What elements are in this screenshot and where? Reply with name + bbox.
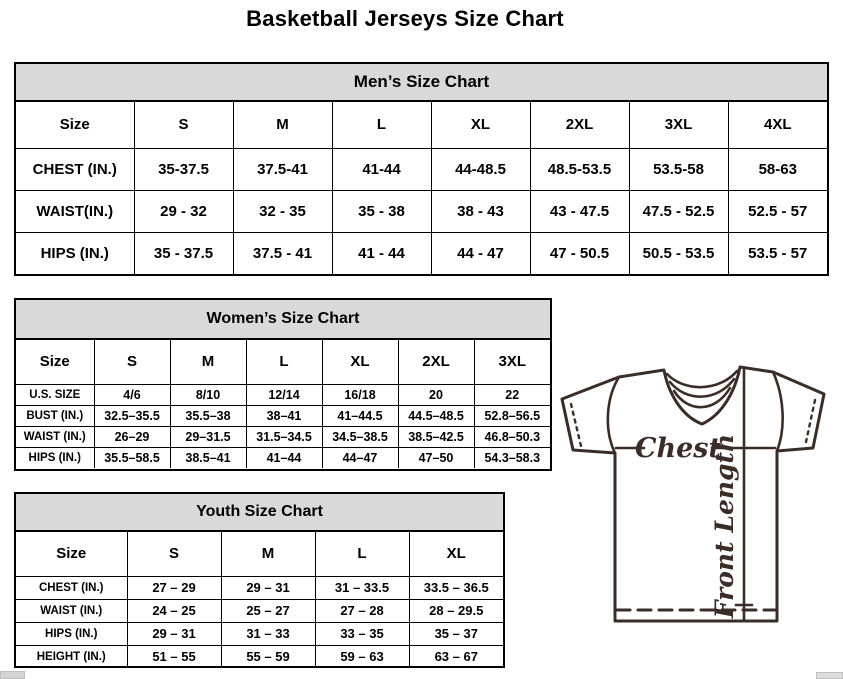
womens-table-grid xyxy=(16,340,550,468)
column-header: M xyxy=(221,532,315,576)
size-value-cell: 59 – 63 xyxy=(315,645,409,668)
row-label: CHEST (IN.) xyxy=(16,576,127,599)
front-length-label: Front Length xyxy=(710,433,739,619)
table-row xyxy=(16,405,550,426)
size-value-cell: 47 - 50.5 xyxy=(530,232,629,274)
size-value-cell: 33.5 – 36.5 xyxy=(409,576,503,599)
column-header: L xyxy=(332,102,431,148)
column-header: L xyxy=(315,532,409,576)
column-header: XL xyxy=(322,340,398,384)
size-value-cell: 32 - 35 xyxy=(233,190,332,232)
table-row xyxy=(16,622,503,645)
size-value-cell: 22 xyxy=(474,384,550,405)
column-header: Size xyxy=(16,102,134,148)
column-header: S xyxy=(127,532,221,576)
size-value-cell: 53.5-58 xyxy=(629,148,728,190)
size-value-cell: 32.5–35.5 xyxy=(94,405,170,426)
size-value-cell: 29 - 32 xyxy=(134,190,233,232)
left-cuff-dashed-line xyxy=(571,404,581,446)
size-value-cell: 54.3–58.3 xyxy=(474,447,550,468)
size-value-cell: 27 – 28 xyxy=(315,599,409,622)
size-value-cell: 28 – 29.5 xyxy=(409,599,503,622)
size-value-cell: 44.5–48.5 xyxy=(398,405,474,426)
womens-table-title: Women’s Size Chart xyxy=(16,300,550,340)
page-title: Basketball Jerseys Size Chart xyxy=(246,6,564,31)
table-row xyxy=(16,645,503,668)
size-value-cell: 38.5–42.5 xyxy=(398,426,474,447)
size-value-cell: 53.5 - 57 xyxy=(728,232,827,274)
size-value-cell: 46.8–50.3 xyxy=(474,426,550,447)
size-value-cell: 58-63 xyxy=(728,148,827,190)
table-row xyxy=(16,426,550,447)
size-value-cell: 29 – 31 xyxy=(127,622,221,645)
column-header: 4XL xyxy=(728,102,827,148)
size-value-cell: 35.5–58.5 xyxy=(94,447,170,468)
column-header: Size xyxy=(16,340,94,384)
size-value-cell: 37.5-41 xyxy=(233,148,332,190)
row-label: HIPS (IN.) xyxy=(16,447,94,468)
mens-table-grid xyxy=(16,102,827,274)
size-value-cell: 41–44.5 xyxy=(322,405,398,426)
youth-table-grid xyxy=(16,532,503,668)
row-label: WAIST (IN.) xyxy=(16,426,94,447)
size-value-cell: 51 – 55 xyxy=(127,645,221,668)
column-header: XL xyxy=(409,532,503,576)
size-value-cell: 34.5–38.5 xyxy=(322,426,398,447)
table-row xyxy=(16,148,827,190)
size-value-cell: 47.5 - 52.5 xyxy=(629,190,728,232)
youth-size-table xyxy=(14,492,505,668)
size-value-cell: 27 – 29 xyxy=(127,576,221,599)
row-label: WAIST(IN.) xyxy=(16,190,134,232)
size-value-cell: 50.5 - 53.5 xyxy=(629,232,728,274)
row-label: BUST (IN.) xyxy=(16,405,94,426)
row-label: CHEST (IN.) xyxy=(16,148,134,190)
youth-table-title: Youth Size Chart xyxy=(16,494,503,532)
horizontal-scrollbar-fragment-left[interactable] xyxy=(0,671,25,679)
table-row xyxy=(16,576,503,599)
size-value-cell: 31 – 33.5 xyxy=(315,576,409,599)
row-label: HIPS (IN.) xyxy=(16,622,127,645)
size-value-cell: 43 - 47.5 xyxy=(530,190,629,232)
size-value-cell: 4/6 xyxy=(94,384,170,405)
size-value-cell: 44–47 xyxy=(322,447,398,468)
size-value-cell: 37.5 - 41 xyxy=(233,232,332,274)
table-row xyxy=(16,384,550,405)
size-value-cell: 55 – 59 xyxy=(221,645,315,668)
size-value-cell: 29–31.5 xyxy=(170,426,246,447)
column-header: 3XL xyxy=(474,340,550,384)
column-header: XL xyxy=(431,102,530,148)
size-value-cell: 38–41 xyxy=(246,405,322,426)
size-value-cell: 26–29 xyxy=(94,426,170,447)
table-row xyxy=(16,599,503,622)
horizontal-scrollbar-fragment-right[interactable] xyxy=(816,672,843,679)
jersey-measurement-diagram xyxy=(556,358,833,630)
size-value-cell: 35 – 37 xyxy=(409,622,503,645)
size-value-cell: 20 xyxy=(398,384,474,405)
womens-size-table xyxy=(14,298,552,471)
size-value-cell: 44-48.5 xyxy=(431,148,530,190)
size-value-cell: 31 – 33 xyxy=(221,622,315,645)
column-header: S xyxy=(94,340,170,384)
column-header: 3XL xyxy=(629,102,728,148)
right-cuff-dashed-line xyxy=(806,400,815,442)
size-value-cell: 48.5-53.5 xyxy=(530,148,629,190)
size-value-cell: 31.5–34.5 xyxy=(246,426,322,447)
chest-label: Chest xyxy=(635,433,721,464)
size-value-cell: 8/10 xyxy=(170,384,246,405)
size-value-cell: 41–44 xyxy=(246,447,322,468)
table-row xyxy=(16,447,550,468)
size-value-cell: 38 - 43 xyxy=(431,190,530,232)
table-row xyxy=(16,232,827,274)
row-label: U.S. SIZE xyxy=(16,384,94,405)
size-value-cell: 16/18 xyxy=(322,384,398,405)
size-value-cell: 47–50 xyxy=(398,447,474,468)
size-value-cell: 33 – 35 xyxy=(315,622,409,645)
column-header: M xyxy=(233,102,332,148)
mens-table-title: Men’s Size Chart xyxy=(16,64,827,102)
column-header: Size xyxy=(16,532,127,576)
column-header: 2XL xyxy=(530,102,629,148)
size-value-cell: 12/14 xyxy=(246,384,322,405)
size-value-cell: 25 – 27 xyxy=(221,599,315,622)
jersey-collar xyxy=(667,371,737,387)
size-value-cell: 35 - 37.5 xyxy=(134,232,233,274)
size-value-cell: 41 - 44 xyxy=(332,232,431,274)
size-value-cell: 35-37.5 xyxy=(134,148,233,190)
column-header: 2XL xyxy=(398,340,474,384)
size-value-cell: 35.5–38 xyxy=(170,405,246,426)
column-header: M xyxy=(170,340,246,384)
column-header: S xyxy=(134,102,233,148)
size-value-cell: 38.5–41 xyxy=(170,447,246,468)
size-value-cell: 52.5 - 57 xyxy=(728,190,827,232)
row-label: HIPS (IN.) xyxy=(16,232,134,274)
size-value-cell: 63 – 67 xyxy=(409,645,503,668)
column-header: L xyxy=(246,340,322,384)
row-label: HEIGHT (IN.) xyxy=(16,645,127,668)
size-value-cell: 41-44 xyxy=(332,148,431,190)
size-value-cell: 44 - 47 xyxy=(431,232,530,274)
size-value-cell: 35 - 38 xyxy=(332,190,431,232)
size-value-cell: 29 – 31 xyxy=(221,576,315,599)
table-row xyxy=(16,190,827,232)
row-label: WAIST (IN.) xyxy=(16,599,127,622)
size-value-cell: 24 – 25 xyxy=(127,599,221,622)
mens-size-table xyxy=(14,62,829,276)
size-value-cell: 52.8–56.5 xyxy=(474,405,550,426)
